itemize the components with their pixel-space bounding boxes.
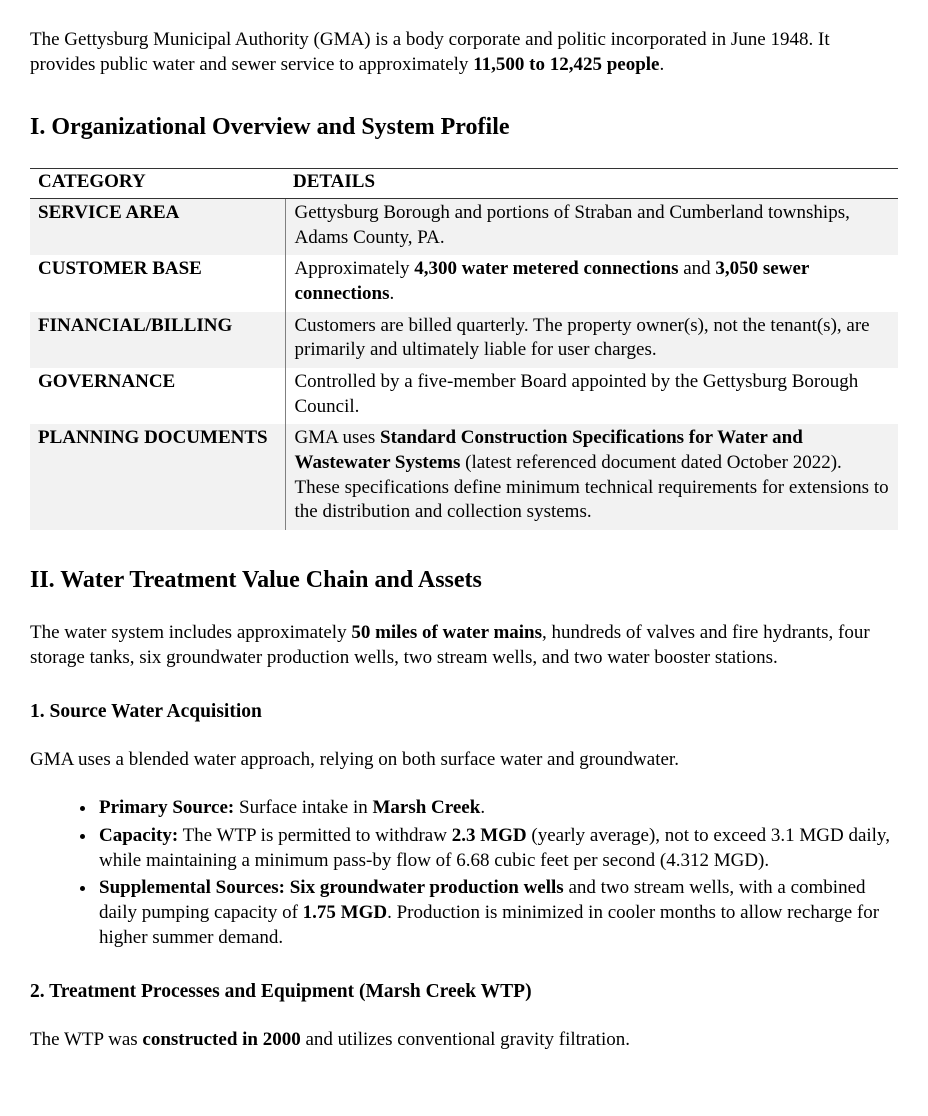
table-header-row [30, 169, 898, 199]
header-cell-category: CATEGORY [30, 169, 285, 199]
table-row-planning-documents [30, 424, 898, 530]
table-row-customer-base [30, 255, 898, 311]
source-water-bullet-list [30, 796, 898, 950]
details-cell: Gettysburg Borough and portions of Straban and Cumberland townships, Adams County, PA. [285, 198, 898, 255]
subsection-2-heading: 2. Treatment Processes and Equipment (Marsh Creek WTP) [30, 981, 532, 1003]
bullet-supplemental-sources: • Supplemental Sources: Six groundwater production wells and two stream wells, with a combined daily pumping capacity of 1.75 MGD. Production is minimized in cooler months to allow recharge for higher summer demand. [97, 876, 898, 950]
details-cell: Customers are billed quarterly. The property owner(s), not the tenant(s), are primarily and ultimately liable for user charges. [285, 312, 898, 368]
subsection-1-heading: 1. Source Water Acquisition [30, 701, 262, 723]
category-cell: SERVICE AREA [38, 201, 180, 223]
details-cell: Controlled by a five-member Board appointed by the Gettysburg Borough Council. [285, 368, 898, 424]
table-row-financial-billing [30, 312, 898, 368]
intro-paragraph: The Gettysburg Municipal Authority (GMA) is a body corporate and politic incorporated in June 1948. It provides public water and sewer service to approximately 11,500 to 12,425 people. [30, 29, 830, 75]
table-row-service-area [30, 198, 898, 255]
org-profile-table [30, 168, 898, 530]
water-system-paragraph: The water system includes approximately 50 miles of water mains, hundreds of valves and fire hydrants, four storage tanks, six groundwater production wells, two stream wells, and two water booster stations. [30, 621, 870, 668]
header-cell-details: DETAILS [285, 169, 898, 199]
category-cell: CUSTOMER BASE [38, 258, 202, 280]
details-cell: GMA uses Standard Construction Specifications for Water and Wastewater Systems (latest referenced document dated October 2022). These specifications define minimum technical requirements for extensions to the distribution and collection systems. [285, 424, 898, 530]
category-cell: PLANNING DOCUMENTS [38, 427, 268, 449]
category-cell: GOVERNANCE [38, 370, 176, 392]
section-2-heading: II. Water Treatment Value Chain and Assets [30, 567, 482, 594]
bullet-primary-source: • Primary Source: Surface intake in Marsh Creek. [97, 796, 898, 821]
table-row-governance [30, 368, 898, 424]
blended-water-paragraph: GMA uses a blended water approach, relying on both surface water and groundwater. [30, 748, 679, 770]
details-cell: Approximately 4,300 water metered connections and 3,050 sewer connections. [285, 255, 898, 311]
bullet-capacity: • Capacity: The WTP is permitted to withdraw 2.3 MGD (yearly average), not to exceed 3.1 MGD daily, while maintaining a minimum pass-by flow of 6.68 cubic feet per second (4.312 MGD). [97, 824, 898, 873]
wtp-construction-paragraph: The WTP was constructed in 2000 and utilizes conventional gravity filtration. [30, 1028, 630, 1050]
section-1-heading: I. Organizational Overview and System Profile [30, 114, 510, 141]
category-cell: FINANCIAL/BILLING [38, 314, 233, 336]
